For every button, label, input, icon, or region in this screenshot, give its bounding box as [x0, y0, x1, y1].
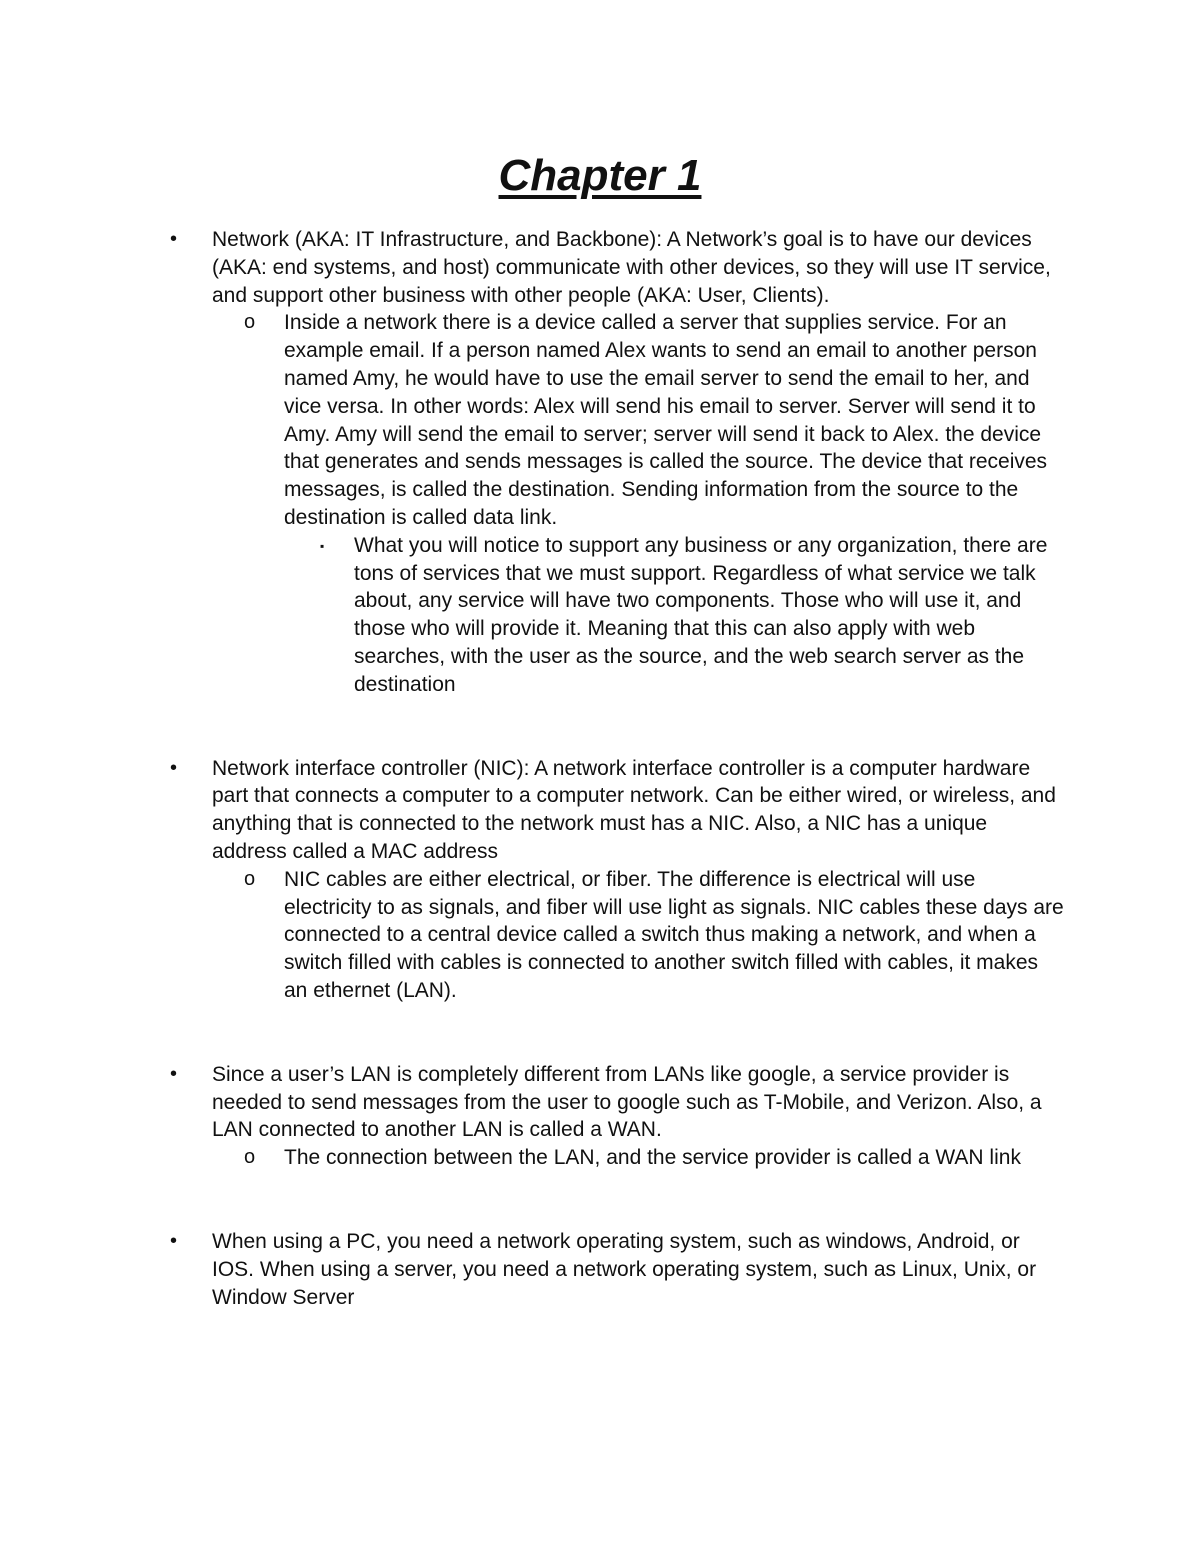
- document-body: [0, 226, 1200, 1311]
- list-item-text: Inside a network there is a device called a server that supplies service. For an example email. If a person named Alex wants to send an email to another person named Amy, he would have to use the email server to send the email to her, and vice versa. In other words: Alex will send his email to server. Server will send it to Amy. Amy will send the email to server; server will send it back to Alex. the device that generates and sends messages is called the source. The device that receives messages, is called the destination. Sending information from the source to the destination is called data link.: [284, 311, 1048, 529]
- list-item-network-services: [320, 532, 1064, 699]
- list-item-text: NIC cables are either electrical, or fiber. The difference is electrical will use electricity to as signals, and fiber will use light as signals. NIC cables these days are connected to a central device called a switch thus making a network, and when a switch filled with cables is connected to another switch filled with cables, it makes an ethernet (LAN).: [284, 867, 1064, 1002]
- list-item-network: [170, 226, 1062, 309]
- list-item-text: The connection between the LAN, and the service provider is called a WAN link: [284, 1146, 1021, 1170]
- list-item-nic-cables: [244, 866, 1064, 1005]
- list-item-text: Network interface controller (NIC): A network interface controller is a computer hardware part that connects a computer to a computer network. Can be either wired, or wireless, and anything that is connected to the network must has a NIC. Also, a NIC has a unique address called a MAC address: [212, 756, 1056, 863]
- list-item-text: Since a user’s LAN is completely different from LANs like google, a service provider is needed to send messages from the user to google such as T-Mobile, and Verizon. Also, a LAN connected to another LAN is called a WAN.: [212, 1062, 1042, 1142]
- list-item-text: What you will notice to support any business or any organization, there are tons of services that we must support. Regardless of what service we talk about, any service will have two components. Those who will use it, and those who will provide it. Meaning that this can also apply with web searches, with the user as the source, and the web search server as the destination: [354, 533, 1048, 696]
- list-item-lan: [170, 1061, 1062, 1144]
- bullet-marker: •: [170, 756, 178, 779]
- list-item-text: When using a PC, you need a network operating system, such as windows, Android, or IOS. When using a server, you need a network operating system, such as Linux, Unix, or Window Server: [212, 1229, 1037, 1309]
- list-item-os: [170, 1228, 1062, 1311]
- bullet-marker: •: [170, 1229, 178, 1252]
- spacer: [0, 699, 1200, 755]
- spacer: [0, 1172, 1200, 1228]
- bullet-marker: •: [170, 1062, 178, 1085]
- spacer: [0, 1005, 1200, 1061]
- circle-marker: o: [244, 1146, 256, 1169]
- list-item-nic: [170, 755, 1062, 866]
- square-marker: ▪: [320, 538, 325, 553]
- circle-marker: o: [244, 311, 256, 334]
- page-title: Chapter 1: [498, 151, 702, 200]
- circle-marker: o: [244, 867, 256, 890]
- list-item-text: Network (AKA: IT Infrastructure, and Backbone): A Network’s goal is to have our devices (AKA: end systems, and host) communicate with other devices, so they will use IT service, and support other business with other people (AKA: User, Clients).: [212, 228, 1051, 307]
- list-item-network-server: [244, 309, 1064, 531]
- bullet-marker: •: [170, 228, 178, 250]
- list-item-wan-link: [244, 1144, 1064, 1172]
